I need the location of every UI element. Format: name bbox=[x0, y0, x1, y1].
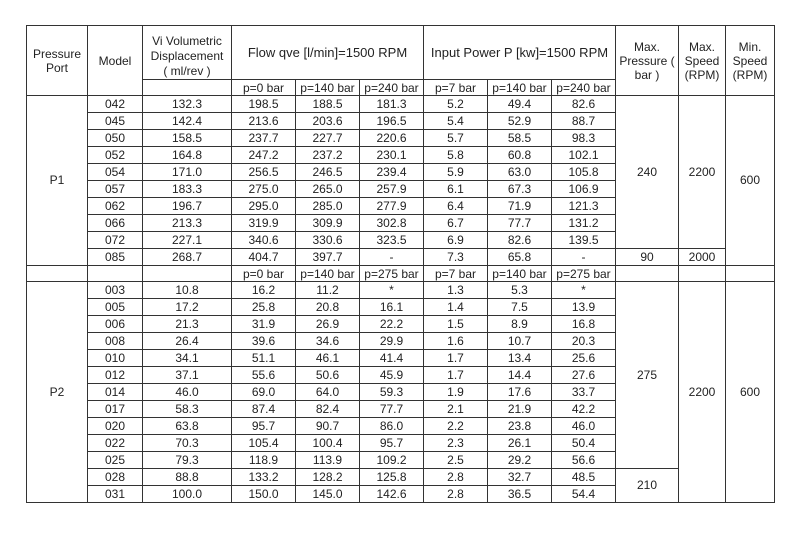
table-cell: 1.9 bbox=[424, 384, 488, 401]
pressure-port-p1: P1 bbox=[27, 96, 88, 266]
table-cell bbox=[726, 266, 775, 282]
table-cell: 118.9 bbox=[232, 452, 296, 469]
header-max-pressure: Max. Pressure ( bar ) bbox=[616, 26, 679, 96]
p2-subheader-cell: p=275 bar bbox=[552, 266, 616, 282]
table-cell: 181.3 bbox=[360, 96, 424, 113]
table-cell: 8.9 bbox=[488, 316, 552, 333]
table-cell: 1.7 bbox=[424, 350, 488, 367]
table-cell: 77.7 bbox=[488, 215, 552, 232]
table-cell: 17.2 bbox=[143, 299, 232, 316]
table-cell: 54.4 bbox=[552, 486, 616, 503]
table-cell: 5.2 bbox=[424, 96, 488, 113]
table-cell: 1.4 bbox=[424, 299, 488, 316]
table-cell: 90.7 bbox=[296, 418, 360, 435]
table-cell: 41.4 bbox=[360, 350, 424, 367]
table-cell: 265.0 bbox=[296, 181, 360, 198]
table-cell: 50.4 bbox=[552, 435, 616, 452]
table-cell: 133.2 bbox=[232, 469, 296, 486]
table-cell: 10.7 bbox=[488, 333, 552, 350]
table-cell: 295.0 bbox=[232, 198, 296, 215]
table-cell: 164.8 bbox=[143, 147, 232, 164]
table-cell: 196.5 bbox=[360, 113, 424, 130]
table-cell: 237.7 bbox=[232, 130, 296, 147]
max-pressure-cell: 275 bbox=[616, 282, 679, 469]
table-cell: 319.9 bbox=[232, 215, 296, 232]
table-body bbox=[27, 96, 775, 503]
p1-subheader-cell: p=0 bar bbox=[232, 80, 296, 96]
table-cell: 106.9 bbox=[552, 181, 616, 198]
table-cell: 323.5 bbox=[360, 232, 424, 249]
table-cell: 16.8 bbox=[552, 316, 616, 333]
table-cell: 48.5 bbox=[552, 469, 616, 486]
table-cell: 6.9 bbox=[424, 232, 488, 249]
table-cell: 014 bbox=[88, 384, 143, 401]
table-cell: 121.3 bbox=[552, 198, 616, 215]
table-cell: 36.5 bbox=[488, 486, 552, 503]
table-cell: - bbox=[360, 249, 424, 266]
p1-subheader-cell: p=140 bar bbox=[488, 80, 552, 96]
table-cell: 1.7 bbox=[424, 367, 488, 384]
table-cell: 302.8 bbox=[360, 215, 424, 232]
table-cell: 50.6 bbox=[296, 367, 360, 384]
table-cell: 31.9 bbox=[232, 316, 296, 333]
header-displacement-sub bbox=[143, 80, 232, 96]
table-cell: 246.5 bbox=[296, 164, 360, 181]
header-model: Model bbox=[88, 26, 143, 96]
table-cell: 277.9 bbox=[360, 198, 424, 215]
max-pressure-cell: 90 bbox=[616, 249, 679, 266]
table-cell: 63.8 bbox=[143, 418, 232, 435]
table-cell: 022 bbox=[88, 435, 143, 452]
table-cell: 257.9 bbox=[360, 181, 424, 198]
table-cell: 60.8 bbox=[488, 147, 552, 164]
table-cell: 062 bbox=[88, 198, 143, 215]
table-cell: 275.0 bbox=[232, 181, 296, 198]
table-cell: 1.3 bbox=[424, 282, 488, 299]
table-cell: 100.0 bbox=[143, 486, 232, 503]
table-cell: 5.4 bbox=[424, 113, 488, 130]
table-cell: 32.7 bbox=[488, 469, 552, 486]
table-cell: 49.4 bbox=[488, 96, 552, 113]
table-cell: 55.6 bbox=[232, 367, 296, 384]
table-cell: 213.6 bbox=[232, 113, 296, 130]
table-cell: 29.9 bbox=[360, 333, 424, 350]
table-cell: 58.5 bbox=[488, 130, 552, 147]
table-cell: 2.8 bbox=[424, 486, 488, 503]
header-displacement-line1: Vi Volumetric bbox=[152, 34, 222, 48]
table-cell: 132.3 bbox=[143, 96, 232, 113]
table-cell: 16.2 bbox=[232, 282, 296, 299]
table-cell: 1.5 bbox=[424, 316, 488, 333]
table-cell: 6.7 bbox=[424, 215, 488, 232]
table-cell: 227.1 bbox=[143, 232, 232, 249]
table-cell: 29.2 bbox=[488, 452, 552, 469]
p2-subheader-cell: p=0 bar bbox=[232, 266, 296, 282]
table-row bbox=[27, 249, 775, 266]
table-cell: 13.4 bbox=[488, 350, 552, 367]
header-displacement-unit: ( ml/rev ) bbox=[163, 64, 211, 78]
table-cell: 198.5 bbox=[232, 96, 296, 113]
table-cell: 2.8 bbox=[424, 469, 488, 486]
table-row bbox=[27, 469, 775, 486]
table-cell: 247.2 bbox=[232, 147, 296, 164]
p2-subheader-cell: p=140 bar bbox=[296, 266, 360, 282]
table-cell: 220.6 bbox=[360, 130, 424, 147]
table-cell: 105.8 bbox=[552, 164, 616, 181]
table-cell: 109.2 bbox=[360, 452, 424, 469]
table-cell: 128.2 bbox=[296, 469, 360, 486]
table-cell: 285.0 bbox=[296, 198, 360, 215]
table-cell: 87.4 bbox=[232, 401, 296, 418]
table-cell: 13.9 bbox=[552, 299, 616, 316]
table-cell: 6.1 bbox=[424, 181, 488, 198]
p2-subheader-cell: p=140 bar bbox=[488, 266, 552, 282]
table-cell: 003 bbox=[88, 282, 143, 299]
table-cell: 46.0 bbox=[552, 418, 616, 435]
table-cell: 113.9 bbox=[296, 452, 360, 469]
table-cell: 183.3 bbox=[143, 181, 232, 198]
table-cell bbox=[143, 266, 232, 282]
table-cell: 045 bbox=[88, 113, 143, 130]
table-cell: 203.6 bbox=[296, 113, 360, 130]
table-cell: 139.5 bbox=[552, 232, 616, 249]
p1-subheader-cell: p=240 bar bbox=[552, 80, 616, 96]
table-cell: 21.3 bbox=[143, 316, 232, 333]
table-cell: 230.1 bbox=[360, 147, 424, 164]
header-max-speed: Max. Speed (RPM) bbox=[679, 26, 726, 96]
p2-subheader-cell: p=7 bar bbox=[424, 266, 488, 282]
table-cell: 5.8 bbox=[424, 147, 488, 164]
table-cell: 33.7 bbox=[552, 384, 616, 401]
table-cell: 020 bbox=[88, 418, 143, 435]
table-cell: 46.0 bbox=[143, 384, 232, 401]
table-cell: 2.5 bbox=[424, 452, 488, 469]
table-cell: 10.8 bbox=[143, 282, 232, 299]
table-cell: 56.6 bbox=[552, 452, 616, 469]
table-cell: 95.7 bbox=[360, 435, 424, 452]
table-cell: 196.7 bbox=[143, 198, 232, 215]
table-cell: 26.9 bbox=[296, 316, 360, 333]
header-min-speed: Min. Speed (RPM) bbox=[726, 26, 775, 96]
header-power: Input Power P [kw]=1500 RPM bbox=[424, 26, 616, 80]
header-displacement bbox=[143, 26, 232, 80]
table-cell: 213.3 bbox=[143, 215, 232, 232]
table-cell: 26.1 bbox=[488, 435, 552, 452]
header-displacement-line2: Displacement bbox=[150, 49, 224, 63]
table-cell: 63.0 bbox=[488, 164, 552, 181]
table-cell: 21.9 bbox=[488, 401, 552, 418]
table-cell: 150.0 bbox=[232, 486, 296, 503]
table-cell: 5.7 bbox=[424, 130, 488, 147]
table-cell: 031 bbox=[88, 486, 143, 503]
table-cell: 1.6 bbox=[424, 333, 488, 350]
table-cell: 26.4 bbox=[143, 333, 232, 350]
table-cell: 6.4 bbox=[424, 198, 488, 215]
table-cell: 142.4 bbox=[143, 113, 232, 130]
table-cell: 71.9 bbox=[488, 198, 552, 215]
table-cell: 237.2 bbox=[296, 147, 360, 164]
table-cell: 45.9 bbox=[360, 367, 424, 384]
max-speed-cell: 2200 bbox=[679, 282, 726, 503]
table-cell: 256.5 bbox=[232, 164, 296, 181]
table-cell: 125.8 bbox=[360, 469, 424, 486]
table-cell: 072 bbox=[88, 232, 143, 249]
table-cell: 330.6 bbox=[296, 232, 360, 249]
table-cell: 34.6 bbox=[296, 333, 360, 350]
table-cell: 39.6 bbox=[232, 333, 296, 350]
table-cell: 59.3 bbox=[360, 384, 424, 401]
table-cell: 88.7 bbox=[552, 113, 616, 130]
table-cell: 227.7 bbox=[296, 130, 360, 147]
table-cell: 042 bbox=[88, 96, 143, 113]
table-cell: 397.7 bbox=[296, 249, 360, 266]
table-cell: 006 bbox=[88, 316, 143, 333]
table-cell: 2.2 bbox=[424, 418, 488, 435]
p1-subheader-cell: p=7 bar bbox=[424, 80, 488, 96]
table-cell: 79.3 bbox=[143, 452, 232, 469]
max-pressure-cell: 240 bbox=[616, 96, 679, 249]
table-cell: 11.2 bbox=[296, 282, 360, 299]
table-cell: 14.4 bbox=[488, 367, 552, 384]
table-cell: 066 bbox=[88, 215, 143, 232]
table-cell: * bbox=[360, 282, 424, 299]
table-cell: 7.5 bbox=[488, 299, 552, 316]
table-cell: - bbox=[552, 249, 616, 266]
pump-spec-table bbox=[26, 25, 775, 503]
table-cell: 309.9 bbox=[296, 215, 360, 232]
table-cell: 7.3 bbox=[424, 249, 488, 266]
table-cell: 25.8 bbox=[232, 299, 296, 316]
table-cell: 17.6 bbox=[488, 384, 552, 401]
table-cell: 404.7 bbox=[232, 249, 296, 266]
table-cell: 46.1 bbox=[296, 350, 360, 367]
p2-subheader-cell: p=275 bar bbox=[360, 266, 424, 282]
table-row bbox=[27, 282, 775, 299]
table-cell: 2.1 bbox=[424, 401, 488, 418]
table-cell: 050 bbox=[88, 130, 143, 147]
table-cell: 052 bbox=[88, 147, 143, 164]
p1-subheader-cell: p=140 bar bbox=[296, 80, 360, 96]
table-cell: 171.0 bbox=[143, 164, 232, 181]
table-cell: 100.4 bbox=[296, 435, 360, 452]
table-cell: 67.3 bbox=[488, 181, 552, 198]
max-speed-cell: 2000 bbox=[679, 249, 726, 266]
table-cell: 188.5 bbox=[296, 96, 360, 113]
table-cell: * bbox=[552, 282, 616, 299]
table-cell: 51.1 bbox=[232, 350, 296, 367]
table-cell: 012 bbox=[88, 367, 143, 384]
table-cell bbox=[616, 266, 679, 282]
table-cell: 057 bbox=[88, 181, 143, 198]
table-cell: 20.8 bbox=[296, 299, 360, 316]
max-speed-cell: 2200 bbox=[679, 96, 726, 249]
table-cell: 010 bbox=[88, 350, 143, 367]
table-cell: 82.4 bbox=[296, 401, 360, 418]
table-cell: 70.3 bbox=[143, 435, 232, 452]
table-cell: 085 bbox=[88, 249, 143, 266]
table-cell: 008 bbox=[88, 333, 143, 350]
table-cell: 37.1 bbox=[143, 367, 232, 384]
table-cell: 054 bbox=[88, 164, 143, 181]
p2-subheader-row bbox=[27, 266, 775, 282]
table-cell: 95.7 bbox=[232, 418, 296, 435]
table-cell: 23.8 bbox=[488, 418, 552, 435]
table-cell: 25.6 bbox=[552, 350, 616, 367]
table-cell: 017 bbox=[88, 401, 143, 418]
spec-table-container bbox=[26, 25, 775, 503]
table-cell: 20.3 bbox=[552, 333, 616, 350]
table-cell: 88.8 bbox=[143, 469, 232, 486]
table-cell: 16.1 bbox=[360, 299, 424, 316]
table-cell: 52.9 bbox=[488, 113, 552, 130]
table-cell: 2.3 bbox=[424, 435, 488, 452]
table-cell: 82.6 bbox=[488, 232, 552, 249]
table-cell: 268.7 bbox=[143, 249, 232, 266]
min-speed-cell: 600 bbox=[726, 96, 775, 266]
table-cell: 65.8 bbox=[488, 249, 552, 266]
table-cell: 27.6 bbox=[552, 367, 616, 384]
table-cell: 77.7 bbox=[360, 401, 424, 418]
table-cell: 105.4 bbox=[232, 435, 296, 452]
header-pressure-port: Pressure Port bbox=[27, 26, 88, 96]
table-cell: 5.9 bbox=[424, 164, 488, 181]
table-row bbox=[27, 96, 775, 113]
table-cell: 025 bbox=[88, 452, 143, 469]
table-cell: 5.3 bbox=[488, 282, 552, 299]
table-cell: 239.4 bbox=[360, 164, 424, 181]
table-cell: 102.1 bbox=[552, 147, 616, 164]
table-cell bbox=[27, 266, 88, 282]
p1-subheader-cell: p=240 bar bbox=[360, 80, 424, 96]
table-cell: 22.2 bbox=[360, 316, 424, 333]
table-cell: 145.0 bbox=[296, 486, 360, 503]
table-cell bbox=[679, 266, 726, 282]
table-cell: 34.1 bbox=[143, 350, 232, 367]
table-cell: 69.0 bbox=[232, 384, 296, 401]
table-cell: 005 bbox=[88, 299, 143, 316]
min-speed-cell: 600 bbox=[726, 282, 775, 503]
table-cell: 64.0 bbox=[296, 384, 360, 401]
table-cell: 98.3 bbox=[552, 130, 616, 147]
table-cell: 340.6 bbox=[232, 232, 296, 249]
table-cell: 131.2 bbox=[552, 215, 616, 232]
table-cell: 142.6 bbox=[360, 486, 424, 503]
max-pressure-cell: 210 bbox=[616, 469, 679, 503]
header-flow: Flow qve [l/min]=1500 RPM bbox=[232, 26, 424, 80]
table-cell: 42.2 bbox=[552, 401, 616, 418]
pressure-port-p2: P2 bbox=[27, 282, 88, 503]
table-cell bbox=[88, 266, 143, 282]
table-cell: 028 bbox=[88, 469, 143, 486]
table-cell: 86.0 bbox=[360, 418, 424, 435]
table-cell: 58.3 bbox=[143, 401, 232, 418]
table-cell: 82.6 bbox=[552, 96, 616, 113]
table-cell: 158.5 bbox=[143, 130, 232, 147]
